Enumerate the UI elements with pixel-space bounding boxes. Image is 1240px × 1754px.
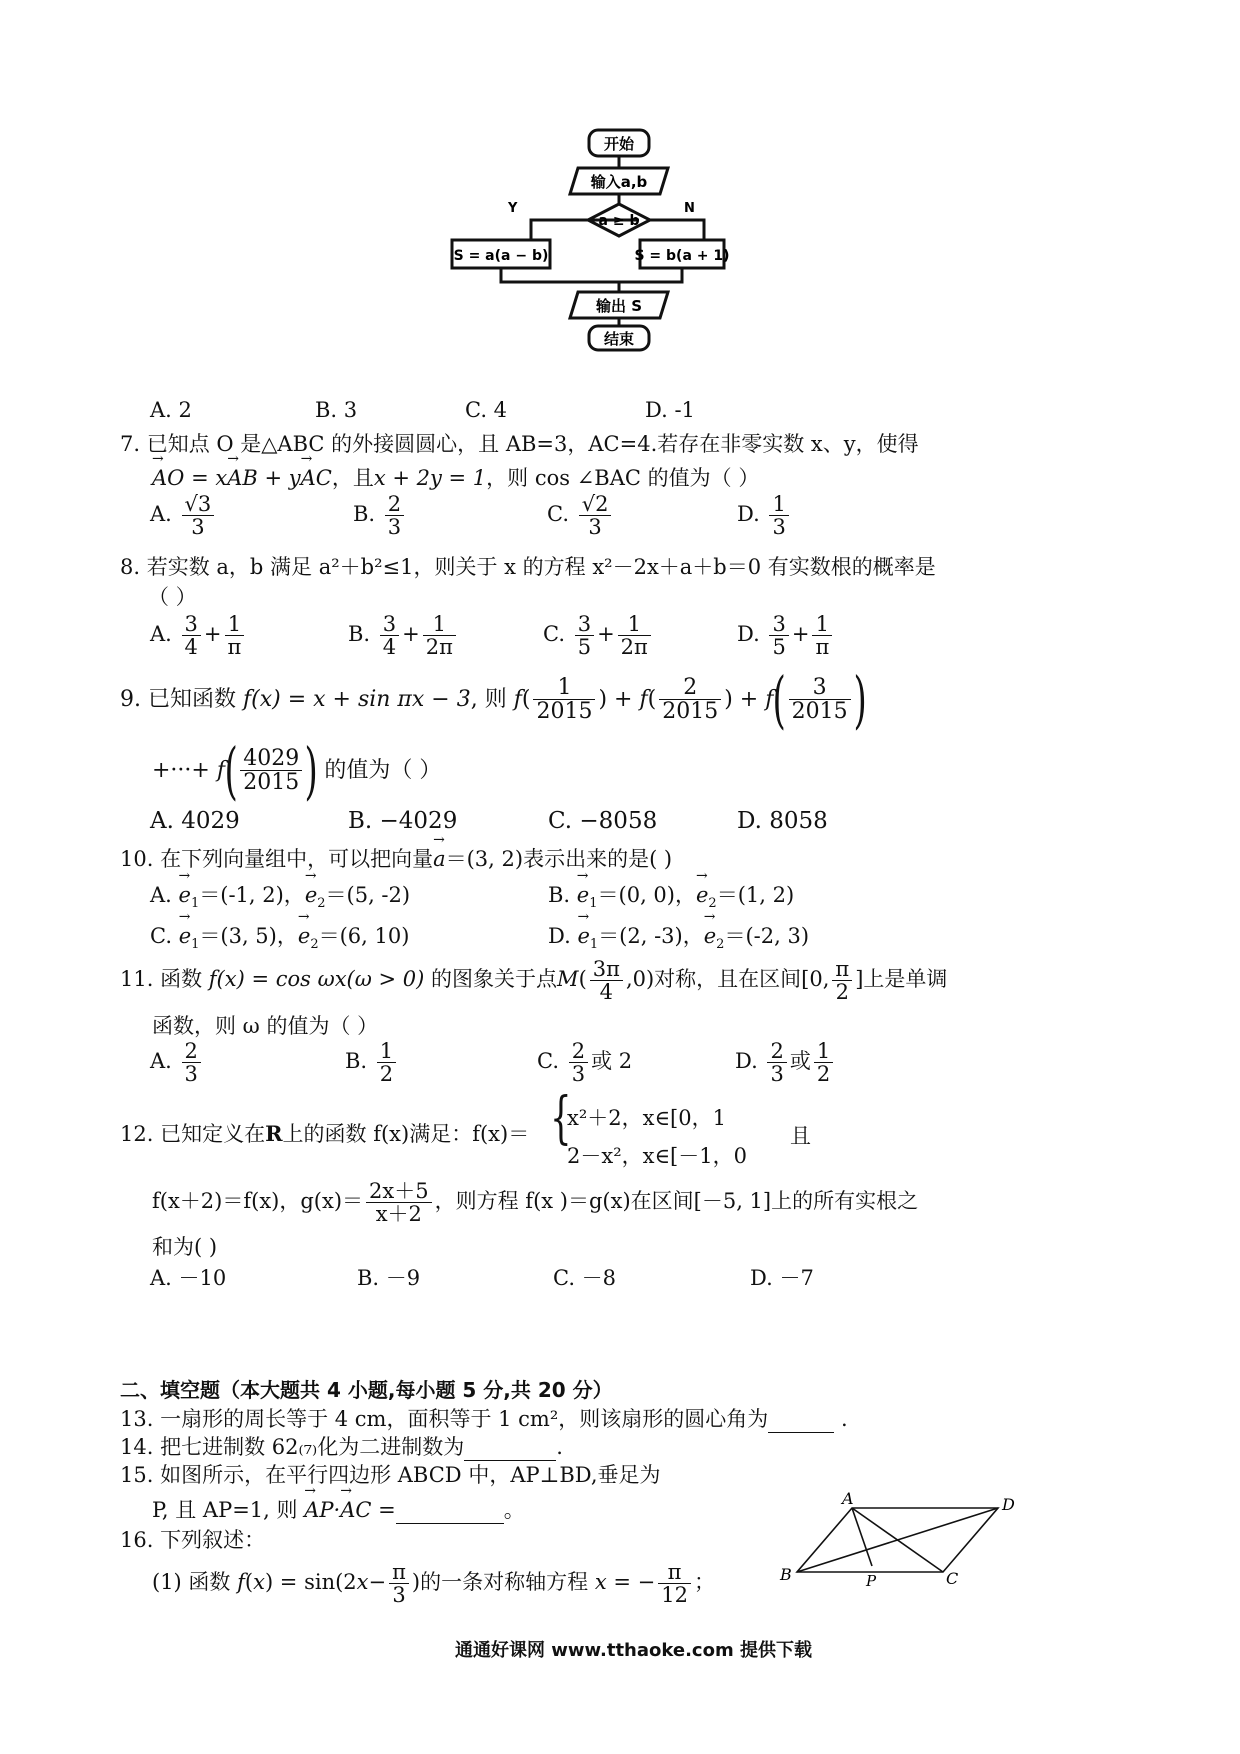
label-d: D [1002,1495,1015,1514]
flow-yes: Y [508,201,518,216]
q9-option-d: D. 8058 [737,808,828,834]
q8-option-d: D. $\frac{3}{5}$ + $\frac{1}{\pi}$ [737,613,835,658]
q10-option-a: A. → $e_1=(-1$, 2)，→ $e_2=(5$, -2) [150,879,410,911]
q12-stem: 12. 已知定义在R上的函数 f(x)满足：f(x)＝ [120,1121,530,1146]
flow-start: 开始 [603,135,635,153]
q12-case-1: x²＋2，x∈[0，1 [567,1106,726,1130]
q16-item-1: (1) 函数 f(x) = sin(2x− $\frac{\pi}{3}$ )的一条对称轴方程 x = − $\frac{\pi}{12}$ ； [152,1560,715,1608]
q12-option-a: A. －10 [150,1266,227,1290]
q8-stem: 8. 若实数 a，b 满足 a²＋b²≤1，则关于 x 的方程 x²－2x＋a＋b＝0 有实数根的概率是 [120,555,936,579]
footer-credit: 通通好课网 www.tthaoke.com 提供下载 [455,1640,812,1661]
q9-option-c: C. −8058 [548,808,658,834]
flow-left: S = a(a − b) [453,248,549,264]
label-c: C [946,1569,959,1588]
q11-option-c: C. $\frac{2}{3}$ 或 2 [537,1039,633,1087]
q10-option-b: B. → $e_1=(0$, 0)，→ $e_2=(1$, 2) [548,879,794,911]
q8-option-a: A. $\frac{3}{4}$ + $\frac{1}{\pi}$ [150,613,247,658]
flow-output: 输出 S [595,297,643,315]
q14-stem: 14. 把七进制数 62₍₇₎化为二进制数为 . [120,1435,563,1459]
q9-stem-cont: +···+ f( $\frac{4029}{2015}$ ) 的值为（ ） [152,734,442,807]
q8-option-c: C. $\frac{3}{5}$ + $\frac{1}{2\pi}$ [543,613,654,658]
q12-line3: 和为( ) [152,1235,218,1259]
q8-stem-cont: （ ） [148,585,197,609]
q13-stem: 13. 一扇形的周长等于 4 cm，面积等于 1 cm²，则该扇形的圆心角为 . [120,1407,848,1431]
section-2-heading: 二、填空题（本大题共 4 小题,每小题 5 分,共 20 分） [120,1378,613,1402]
flow-cond: a ≥ b [598,213,640,229]
q15-stem: 15. 如图所示，在平行四边形 ABCD 中，AP⊥BD,垂足为 [120,1463,661,1487]
q10-option-c: C. → $e_1=(3$, 5)，→ $e_2=(6$, 10) [150,920,409,952]
q16-stem: 16. 下列叙述： [120,1528,266,1552]
flow-right: S = b(a + 1) [634,248,730,264]
q7-stem: 7. 已知点 O 是△ABC 的外接圆圆心，且 AB=3，AC=4.若存在非零实数 x、y，使得 [120,432,919,456]
label-a: A [842,1489,854,1508]
q12-and: 且 [790,1124,811,1148]
q10-stem: 10. 在下列向量组中，可以把向量→ a＝(3, 2)表示出来的是( ) [120,843,672,873]
label-b: B [780,1565,792,1584]
q12-line2: f(x＋2)＝f(x)，g(x)＝ $\frac{2x+5}{x+2}$ ，则方程 f(x )＝g(x)在区间[－5, 1]上的所有实根之 [152,1179,919,1227]
q7-line2: → AO = x→ AB + y→ AC，且x + 2y = 1，则 cos ∠BAC 的值为（ ） [152,462,759,492]
q12-option-c: C. －8 [553,1266,617,1290]
q7-option-d: D. $\frac{1}{3}$ [737,493,792,538]
flowchart [453,128,740,396]
q12-option-b: B. －9 [357,1266,421,1290]
q11-option-d: D. $\frac{2}{3}$ 或 $\frac{1}{2}$ [735,1040,836,1085]
flow-no: N [684,201,695,216]
q12-brace: { [550,1086,572,1151]
q11-stem: 11. 函数 f(x) = cos ωx(ω > 0) 的图象关于点M( $\frac{3\pi}{4}$ ,0)对称，且在区间[0, $\frac{\pi}{2}$ ]上是单调 [120,957,948,1005]
q12-case-2: 2－x²，x∈[－1，0 [567,1144,747,1168]
flow-end: 结束 [603,330,635,348]
flow-input: 输入a,b [590,173,648,191]
q10-option-d: D. → $e_1=(2$, -3)，→ $e_2=(-2$, 3) [548,920,809,952]
q11-option-a: A. $\frac{2}{3}$ [150,1040,204,1085]
label-p: P [866,1572,877,1590]
q6-option-b: B. 3 [315,398,358,422]
q11-stem-cont: 函数，则 ω 的值为（ ） [152,1014,379,1038]
q11-option-b: B. $\frac{1}{2}$ [345,1040,399,1085]
q7-option-c: C. $\frac{√2}{3}$ [547,493,614,538]
q7-option-a: A. $\frac{√3}{3}$ [150,493,217,538]
q12-option-d: D. －7 [750,1266,814,1290]
q7-option-b: B. $\frac{2}{3}$ [353,493,407,538]
q9-stem: 9. 已知函数 f(x) = x + sin πx − 3, 则 f( $\frac{1}{2015}$ ) + f( $\frac{2}{2015}$ ) + f( $\frac{3}{2015}$ ) [120,663,867,736]
q6-option-d: D. -1 [645,398,695,422]
q15-stem-cont: P, 且 AP=1, 则 → AP·→ AC = 。 [152,1494,525,1524]
parallelogram-figure [780,1490,1030,1600]
q8-option-b: B. $\frac{3}{4}$ + $\frac{1}{2\pi}$ [348,613,459,658]
q6-option-a: A. 2 [150,398,192,422]
q9-option-a: A. 4029 [150,808,240,834]
q6-option-c: C. 4 [465,398,508,422]
q9-option-b: B. −4029 [348,808,458,834]
